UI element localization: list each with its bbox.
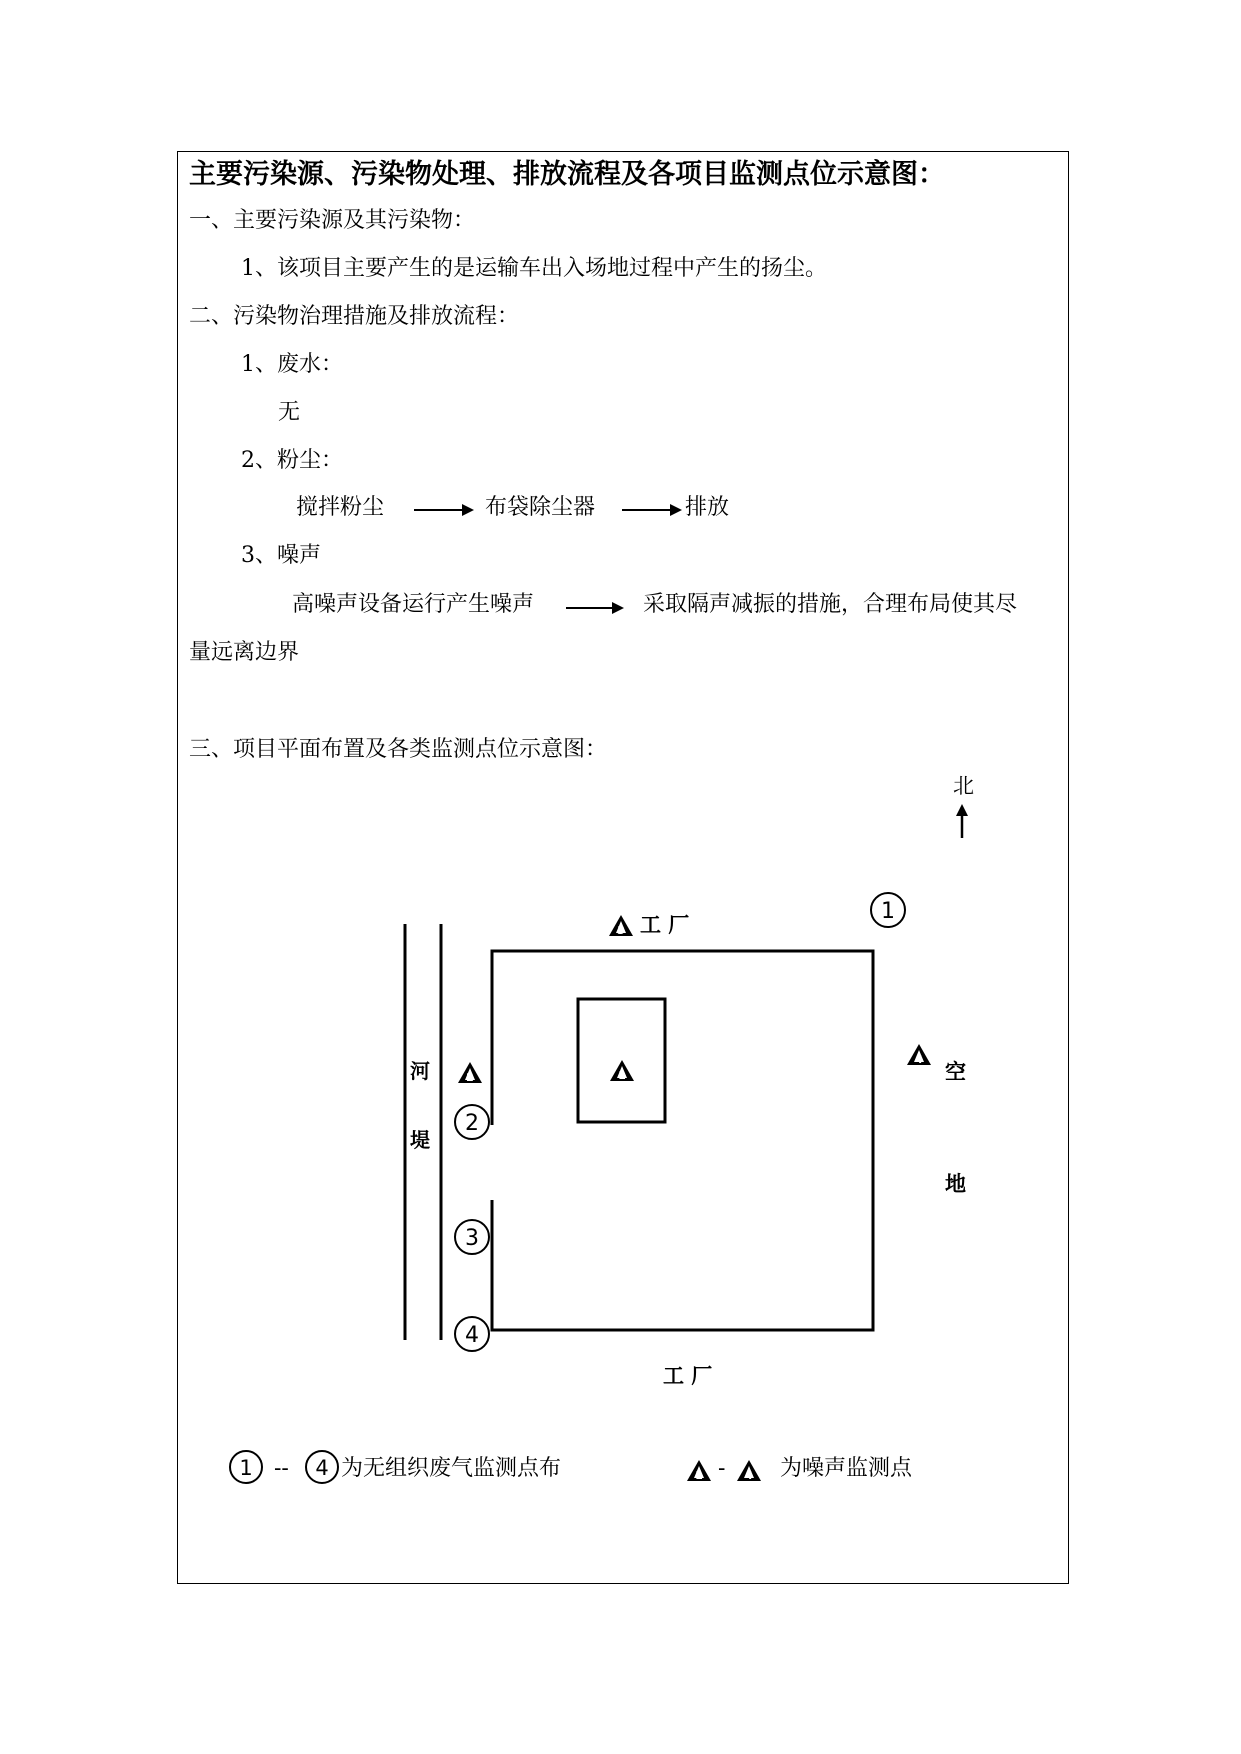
dust-flow-step-3: 排放 — [685, 495, 730, 520]
svg-text:3: 3 — [617, 924, 625, 937]
section2-title: 二、污染物治理措施及排放流程： — [189, 304, 520, 329]
svg-text:2: 2 — [466, 1071, 474, 1084]
legend-noise-start-icon — [687, 1460, 711, 1482]
site-boundary — [492, 951, 873, 1330]
noise-measure-line2: 量远离边界 — [189, 640, 300, 665]
section1-item1: 1、该项目主要产生的是运输车出入场地过程中产生的扬尘。 — [241, 256, 827, 281]
noise-point-1-icon — [610, 1060, 634, 1082]
svg-text:4: 4 — [745, 1469, 753, 1482]
wastewater-label: 1、废水： — [241, 352, 343, 377]
noise-point-3-icon — [609, 915, 633, 937]
label-empty-2: 地 — [945, 1172, 966, 1196]
north-arrow-icon — [956, 804, 968, 838]
air-point-1 — [871, 893, 905, 927]
legend-air-sep: -- — [274, 1456, 289, 1481]
legend-noise-end-icon — [737, 1460, 761, 1482]
legend-noise-sep: - — [718, 1456, 726, 1481]
dust-flow-step-1: 搅拌粉尘 — [296, 495, 385, 520]
svg-text:4: 4 — [315, 1456, 329, 1480]
label-river-2: 堤 — [410, 1128, 430, 1152]
legend-air-text: 为无组织废气监测点布 — [341, 1456, 562, 1481]
section3-title: 三、项目平面布置及各类监测点位示意图： — [189, 737, 608, 762]
svg-text:1: 1 — [239, 1456, 253, 1480]
section1-title: 一、主要污染源及其污染物： — [189, 208, 476, 233]
noise-label: 3、噪声 — [241, 543, 321, 568]
noise-point-2-icon — [458, 1062, 482, 1084]
inner-building — [578, 999, 665, 1122]
svg-text:4: 4 — [915, 1053, 923, 1066]
noise-measure-line1: 采取隔声减振的措施，合理布局使其尽 — [643, 592, 1018, 617]
label-factory-bottom: 工 厂 — [663, 1364, 713, 1388]
svg-text:2: 2 — [465, 1111, 479, 1136]
north-label: 北 — [953, 774, 974, 798]
dust-flow-step-2: 布袋除尘器 — [485, 495, 596, 520]
svg-text:4: 4 — [465, 1323, 479, 1348]
wastewater-value: 无 — [278, 400, 301, 425]
dust-label: 2、粉尘： — [241, 448, 343, 473]
legend-air-start-icon — [230, 1451, 262, 1483]
air-point-3 — [455, 1220, 489, 1254]
svg-text:1: 1 — [695, 1469, 703, 1482]
air-point-2 — [455, 1105, 489, 1139]
svg-text:3: 3 — [465, 1226, 479, 1251]
label-river-1: 河 — [410, 1059, 430, 1083]
legend-noise-text: 为噪声监测点 — [780, 1456, 913, 1481]
svg-text:1: 1 — [618, 1069, 626, 1082]
page-title: 主要污染源、污染物处理、排放流程及各项目监测点位示意图： — [189, 159, 945, 190]
label-empty-1: 空 — [945, 1060, 966, 1084]
label-factory-top: 工 厂 — [640, 913, 690, 937]
noise-source: 高噪声设备运行产生噪声 — [292, 592, 535, 617]
legend-air-end-icon — [306, 1451, 338, 1483]
noise-point-4-icon — [907, 1044, 931, 1066]
air-point-1-label: 1 — [881, 899, 895, 924]
air-point-4 — [455, 1317, 489, 1351]
